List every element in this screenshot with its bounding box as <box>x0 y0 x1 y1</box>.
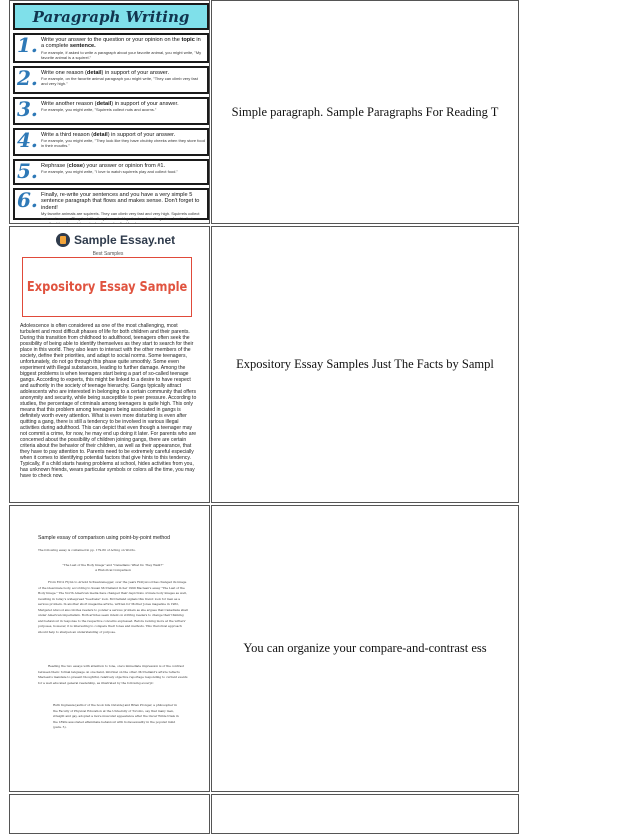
caption-row-3[interactable]: You can organize your compare-and-contrast ess <box>211 505 519 792</box>
step-number: 6. <box>17 188 38 212</box>
thumbnail-paragraph-writing[interactable] <box>9 0 210 224</box>
step-1 <box>13 33 209 63</box>
step-instruction: Write one reason (detail) in support of your answer. <box>41 70 170 76</box>
comparison-essay-subtitle: A Historical Comparison <box>95 568 131 572</box>
comparison-essay-title: "The Last of the Body Image" and "Canadians: What Do They Want?" <box>62 563 164 567</box>
step-example: For example, if asked to write a paragraph about your favorite animal, you might write, "My favorite animal is a squirrel." <box>41 49 202 60</box>
step-number: 4. <box>17 128 38 152</box>
step-example: For example, you might write, "Squirrels collect nuts and acorns." <box>41 107 157 113</box>
step-4 <box>13 128 209 156</box>
step-2 <box>13 66 209 94</box>
step-5 <box>13 159 209 185</box>
comparison-intro: The following essay is contained in pp. 179-80 of Acting on Words. <box>38 548 136 552</box>
expository-heading-box <box>22 257 192 317</box>
thumbnail-comparison-essay[interactable] <box>9 505 210 792</box>
step-number: 5. <box>17 159 38 183</box>
step-example: For example, you might write, "I love to watch squirrels play and collect food." <box>41 169 178 175</box>
step-number: 1. <box>17 33 38 57</box>
step-example: For example, you might write, "They look like they have chubby cheeks when they store food in their mouths." <box>41 138 205 149</box>
sample-essay-logo <box>56 233 175 247</box>
step-instruction: Finally, re-write your sentences and you have a very simple 5 sentence paragraph that flows and makes sense. Don't forget to indent! <box>41 192 200 211</box>
step-6 <box>13 188 209 224</box>
step-number: 2. <box>17 66 38 90</box>
step-3 <box>13 97 209 125</box>
step-instruction: Write your answer to the question or your opinion on the topic in a complete sentence. <box>41 37 201 50</box>
expository-heading: Expository Essay Sample <box>26 279 188 295</box>
step-instruction: Write a third reason (detail) in support of your answer. <box>41 132 176 138</box>
comparison-quote: Ruth Ingrassia [author of the book Life Outside] and Brian Pronger, a philosopher in the Faculty of Physical Education at the University of Toronto, say that many men, straight and gay, adopted a more muscular appearance after the Oscar Wilde trials in the 1890s associated effeminate behaviour with homosexuality in the popular mind (para. 5). <box>53 703 179 729</box>
caption-row-4-empty <box>211 794 519 834</box>
step-instruction: Write another reason (detail) in support of your answer. <box>41 101 179 107</box>
step-instruction: Rephrase (close) your answer or opinion from #1. <box>41 163 166 169</box>
logo-subtitle: Best Samples <box>92 251 124 257</box>
paragraph-writing-card <box>13 3 209 223</box>
thumbnail-expository-essay[interactable] <box>9 226 210 503</box>
caption-row-1[interactable]: Simple paragraph. Sample Paragraphs For Reading T <box>211 0 519 224</box>
image-grid <box>9 0 519 826</box>
logo-text: Sample Essay.net <box>74 233 176 247</box>
thumbnail-empty <box>9 794 210 834</box>
step-example: For example, on the favorite animal paragraph you might write, "They can climb very fast and very high." <box>41 76 198 87</box>
comparison-paragraph-2: Reading the two essays with attention to tone, one's immediate impression is of the contrast between them: formal language on one hand, informal on the other. McClelland's article reflects Maclean's mandate to present thoughtful, relatively objective reportage responding to current events for a well educated general readership, as illustrated by the following excerpt: <box>38 664 188 685</box>
comparison-title: Sample essay of comparison using point-by-point method <box>38 535 171 541</box>
paragraph-writing-title: Paragraph Writing <box>13 3 209 30</box>
logo-mark-icon <box>56 233 70 247</box>
step-number: 3. <box>17 97 38 121</box>
comparison-paragraph-1: From Errol Flynn to Arnold Schwarzenegger, over the years Hollywood has changed its image of the ideal male body, according to Susan McClelland in her 1999 Maclean's essay "The Last of the Body Image." The North American media have changed their depictions of male body images as well, resulting in today's widespread "beefcake" look. McClelland signals this trend: look for men as a serious problem. In another short magazine article, written for Mother Jones magazine in 1982, Margaret Atwood also invites readers to ponder a serious problem as she argues that Canadians shall under American imperialism. Both articles seem intent on stirring readers to change their thinking and behaviour in response to the respective concerns expressed. Before looking more at the writers' purposes, however, it is interesting to compare their tones and methods. This rhetorical approach should help to sharpen an understanding of purpose. <box>38 580 188 634</box>
expository-body-text: Adolescence is often considered as one of the most challenging, most turbulent and most difficult phases of life for both children and their parents. During this transition from childhood to adulthood, teenagers often seek the possibility of being able to identify themselves as they start to search for their place in this world. They also learn to interact with the other members of the society, define their priorities, and adapt to social norms. Some teenagers, unfortunately, do not go through this phase quite smoothly. Some even experiment with illegal substances, leading to further damage. Among the biggest problems is when teenagers start being a part of so-called teenage gangs. According to experts, this might be linked to a desire to have respect and authority in the society of teenage hierarchy. Gangs typically attract adolescents who are interested in belonging to a certain community that offers anonymity and security, while being susceptible to peer pressure. According to studies, the percentage of criminals among teenagers is quite high. This only means that this problem among teenagers being associated in gangs is definitely worth every attention. What is even more disturbing is even after quitting a gang, there is still a tendency to be involved in various illegal activities during adulthood. This can depict that even though a teenager may not commit a crime, for now, he may end up doing it later. For parents who are concerned about the possibility of children joining gangs, there are certain criteria about the behavior of their children, as well as their appearance, that they have to pay attention to. Parents need to be extremely careful especially when it comes to identifying potential factors that give hints to this tendency. Typically, if a child starts having problems at school, hides activities from you, has unknown friends, wears particular symbols or colors all the time, you may have to check now. <box>20 323 197 479</box>
step-example: My favorite animals are squirrels. They can climb very fast and very high. Squirrels collect nuts and acorns. They look like they have chubby cheeks when they store food in their mouths. I love to watch squirrels play and collect food. <box>41 211 200 224</box>
caption-row-2[interactable]: Expository Essay Samples Just The Facts by Sampl <box>211 226 519 503</box>
comparison-card <box>10 506 208 792</box>
